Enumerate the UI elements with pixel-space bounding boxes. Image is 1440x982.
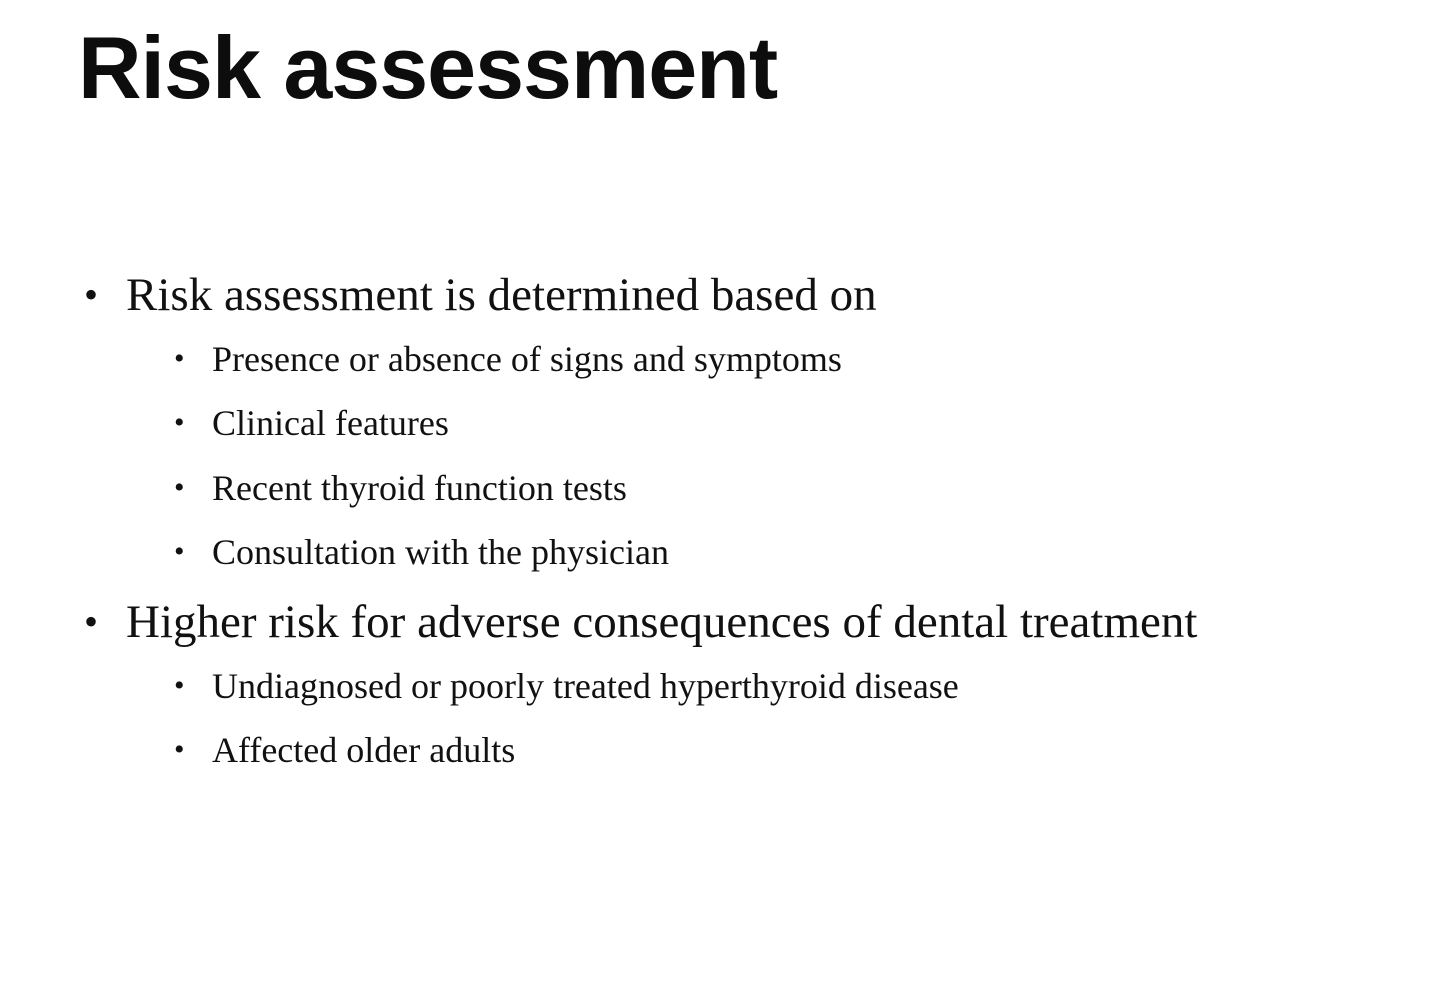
bullet-icon: • [174, 732, 185, 766]
list-item [78, 264, 1380, 577]
list-item-label: Affected older adults [212, 729, 516, 770]
list-item [166, 725, 1380, 776]
bullet-icon: • [174, 342, 185, 376]
page-title: Risk assessment [78, 18, 778, 117]
list-item-label: Clinical features [212, 403, 449, 444]
list-item-label: Recent thyroid function tests [212, 467, 627, 508]
bullet-icon: • [174, 668, 185, 702]
list-item [166, 398, 1380, 449]
slide-body [0, 264, 1440, 775]
bullet-icon: • [84, 598, 99, 644]
bullet-icon: • [84, 272, 99, 318]
list-item [166, 661, 1380, 712]
list-item-label: Undiagnosed or poorly treated hyperthyroid disease [212, 665, 959, 706]
list-item [166, 463, 1380, 514]
list-item-label: Presence or absence of signs and symptoms [212, 339, 842, 380]
bullet-icon: • [174, 534, 185, 568]
list-item-label: Consultation with the physician [212, 531, 669, 572]
bullet-list-level-2 [126, 661, 1380, 776]
list-item [166, 334, 1380, 385]
list-item [166, 527, 1380, 578]
bullet-list-level-1 [78, 264, 1380, 775]
list-item-label: Risk assessment is determined based on [126, 269, 877, 322]
list-item-label: Higher risk for adverse consequences of dental treatment [126, 595, 1198, 648]
bullet-icon: • [174, 406, 185, 440]
list-item [78, 591, 1380, 776]
bullet-icon: • [174, 470, 185, 504]
bullet-list-level-2 [126, 334, 1380, 577]
